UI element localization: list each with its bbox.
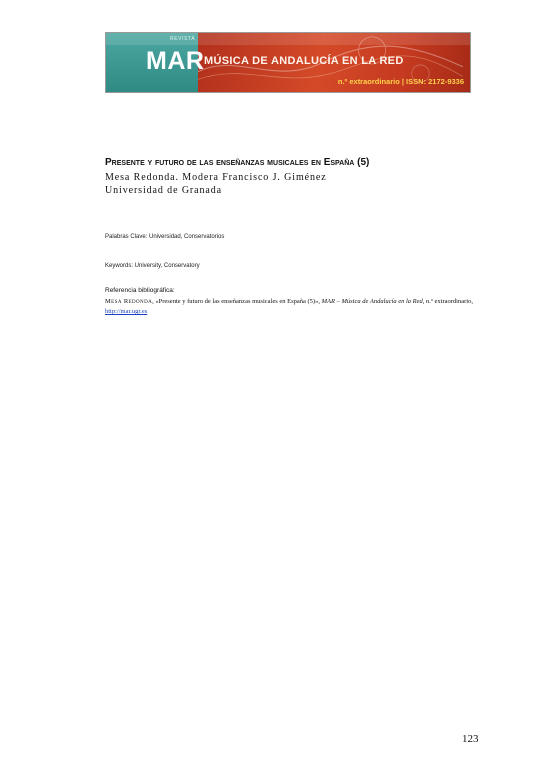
keywords-english: Keywords: University, Conservatory (105, 263, 200, 269)
journal-banner (105, 32, 471, 93)
reference-journal: MAR – Música de Andalucía en la Red (321, 298, 423, 305)
reference-sep-1: , « (152, 298, 159, 305)
keywords-spanish: Palabras Clave: Universidad, Conservatorios (105, 234, 225, 240)
banner-title: MÚSICA DE ANDALUCÍA EN LA RED (204, 55, 404, 67)
reference-sep-3: , n.º extraordinario, (422, 298, 473, 305)
article-author: Mesa Redonda. Modera Francisco J. Giménez (105, 172, 327, 183)
page-number: 123 (462, 733, 479, 745)
article-affiliation: Universidad de Granada (105, 185, 222, 196)
reference-author: Mesa Redonda (105, 298, 153, 305)
mar-logo: MAR (146, 47, 205, 75)
article-title: Presente y futuro de las enseñanzas musicales en España (5) (105, 157, 370, 168)
banner-top-strip (106, 33, 470, 45)
reference-body (105, 297, 473, 317)
banner-issn: n.º extraordinario | ISSN: 2172-9336 (337, 77, 464, 86)
reference-sep-2: », (315, 298, 322, 305)
reference-title: Presente y futuro de las enseñanzas musicales en España (5) (158, 298, 316, 305)
banner-revista-label: REVISTA (170, 36, 196, 42)
reference-heading: Referencia bibliográfica: (105, 287, 175, 294)
reference-url-link[interactable]: http://mar.ugr.es (105, 308, 148, 315)
